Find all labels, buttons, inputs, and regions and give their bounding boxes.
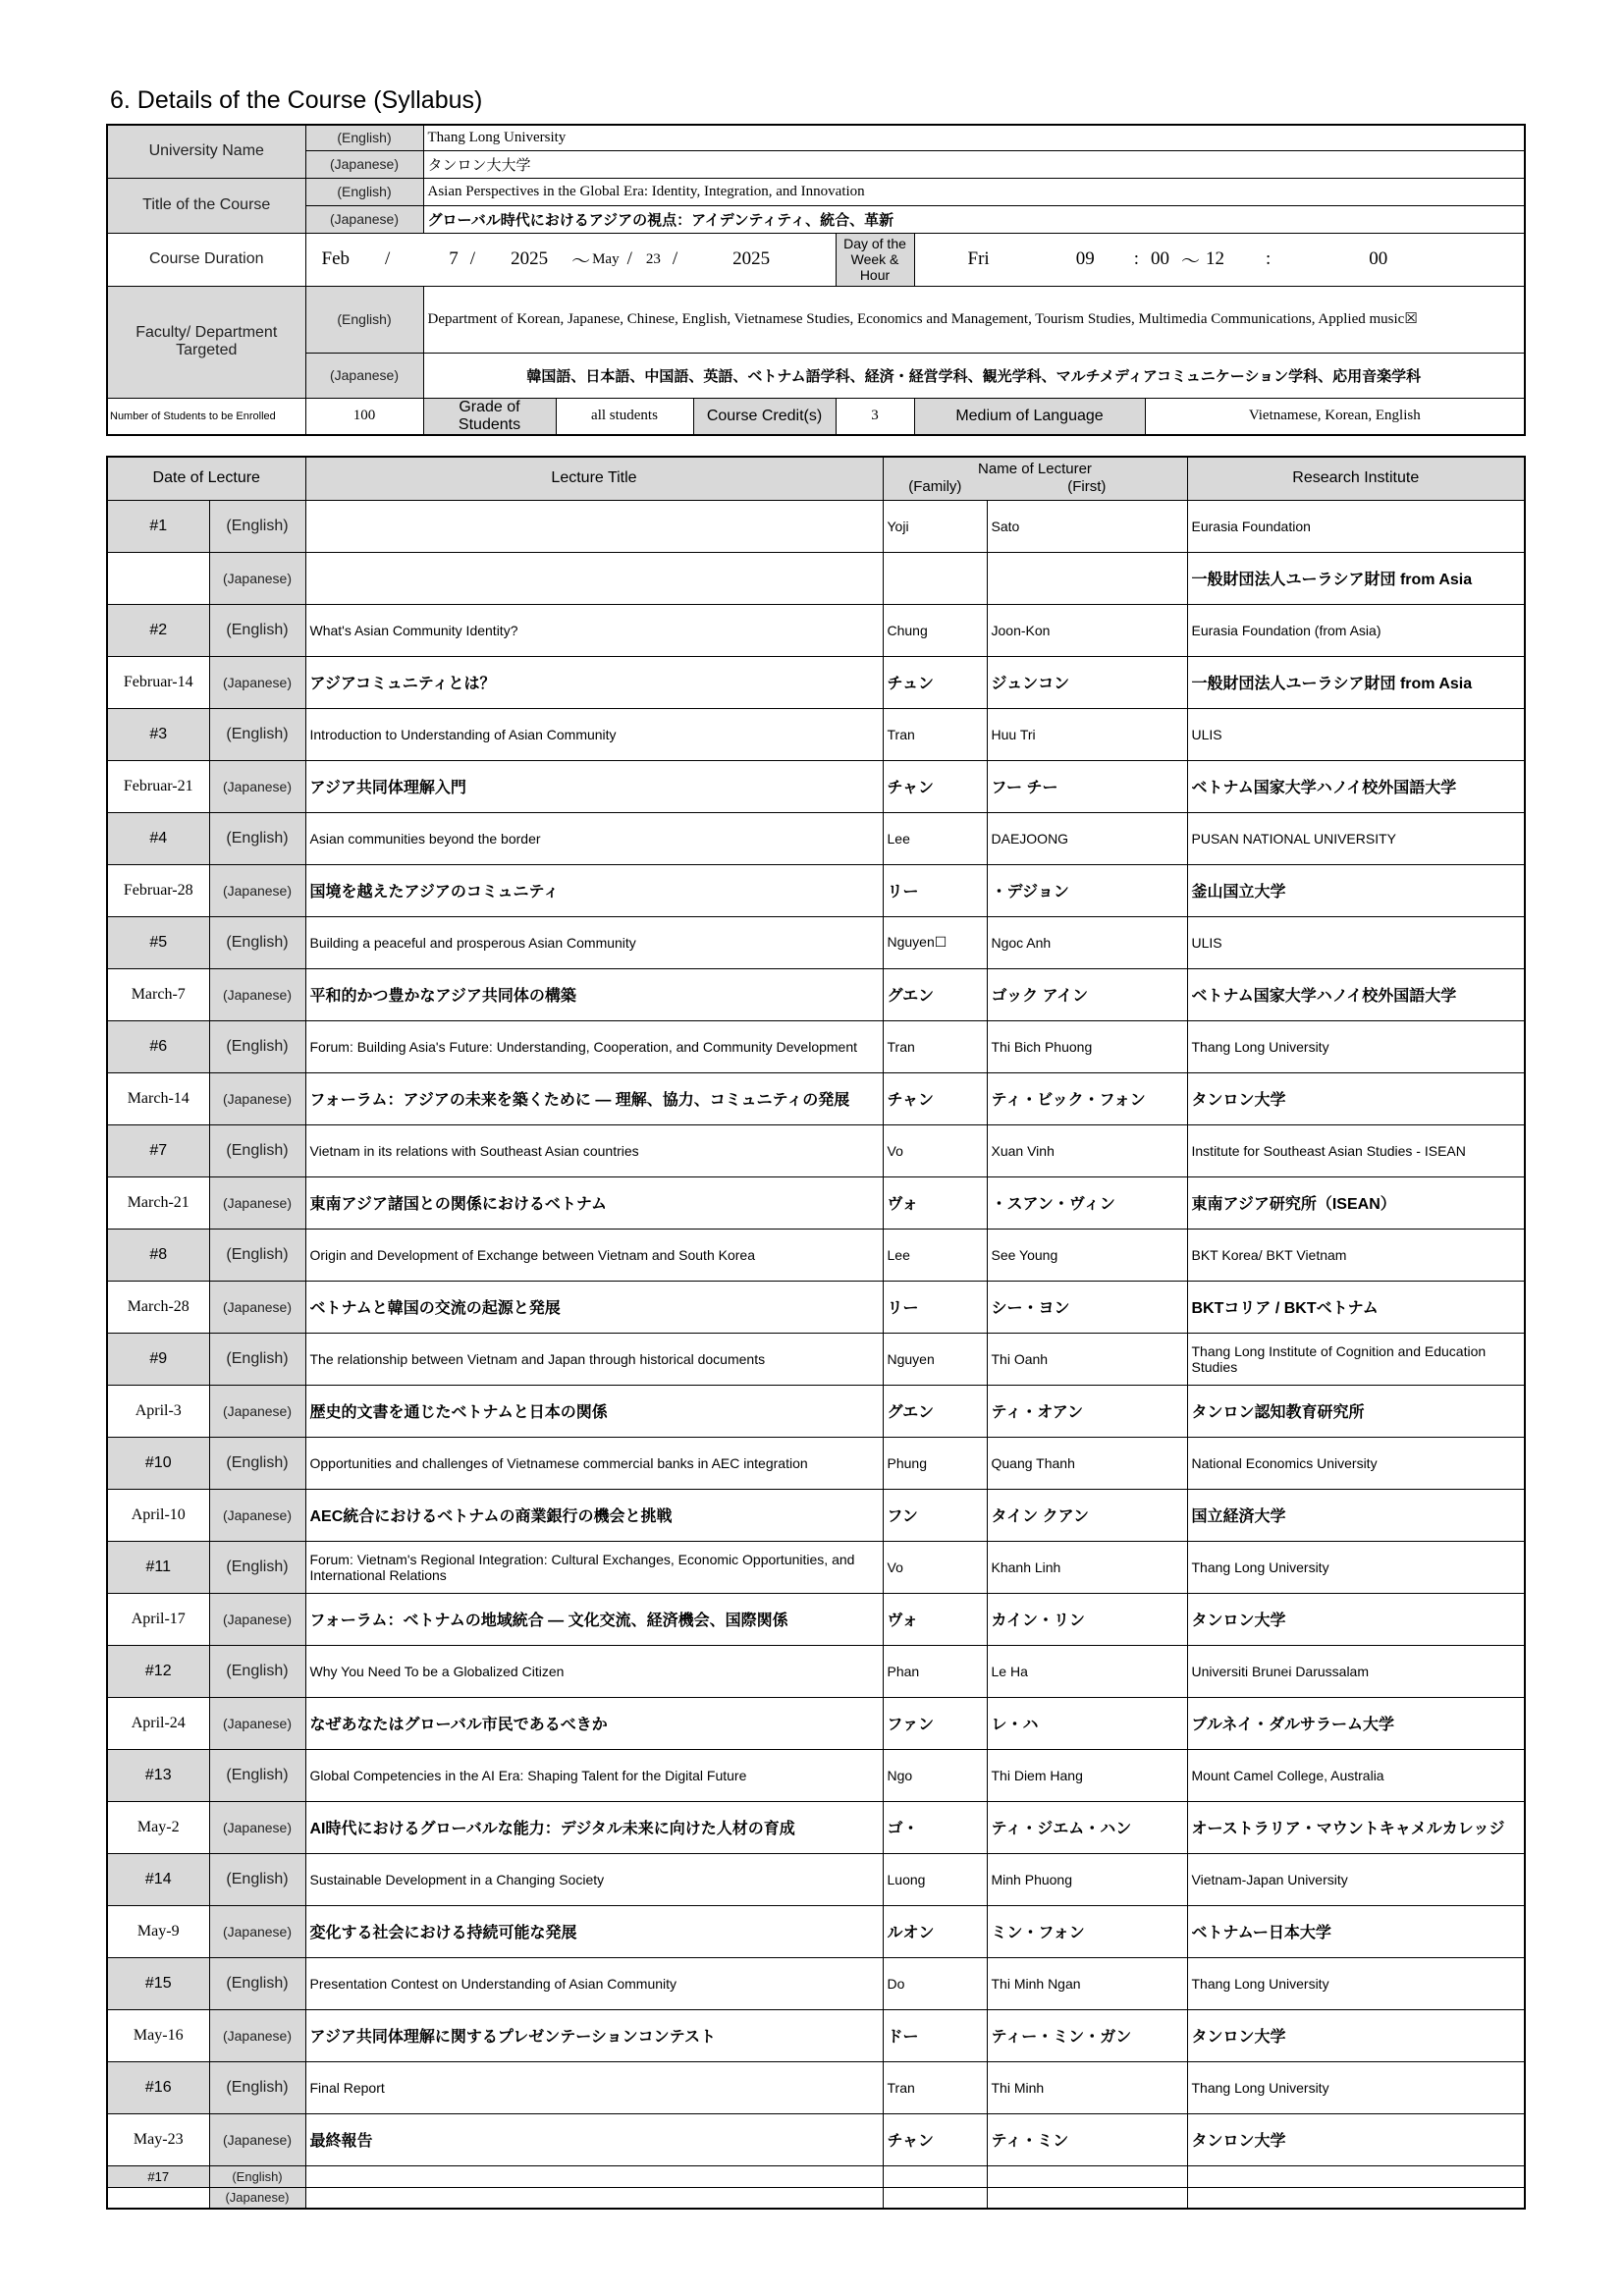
table-row	[107, 1593, 1525, 1645]
header-first: (First)	[1067, 478, 1107, 496]
table-row	[107, 1541, 1525, 1593]
research-institute: タンロン大学	[1187, 2113, 1525, 2165]
research-institute: Eurasia Foundation	[1187, 500, 1525, 552]
lecture-title: 平和的かつ豊かなアジア共同体の構築	[305, 968, 883, 1020]
lecturer-first-name: Xuan Vinh	[987, 1124, 1187, 1176]
lecturer-family-name: Tran	[883, 1020, 987, 1072]
lecture-language: (Japanese)	[209, 1801, 305, 1853]
grade-value: all students	[556, 398, 693, 435]
num-students-value: 100	[305, 398, 423, 435]
table-row	[107, 1801, 1525, 1853]
course-header-table	[106, 124, 1526, 436]
lecturer-first-name: Thi Oanh	[987, 1333, 1187, 1385]
lecturer-family-name	[883, 2165, 987, 2187]
course-day-hour	[914, 233, 1525, 286]
lecture-date: #4	[107, 812, 209, 864]
lecture-language: (Japanese)	[209, 968, 305, 1020]
lecturer-first-name	[987, 2165, 1187, 2187]
medium-value: Vietnamese, Korean, English	[1145, 398, 1525, 435]
lecture-title: フォーラム：アジアの未来を築くために ― 理解、協力、コミュニティの発展	[305, 1072, 883, 1124]
lecturer-first-name: Thi Diem Hang	[987, 1749, 1187, 1801]
lecture-language: (Japanese)	[209, 864, 305, 916]
research-institute: 東南アジア研究所（ISEAN）	[1187, 1176, 1525, 1229]
lecture-title: Opportunities and challenges of Vietnamese commercial banks in AEC integration	[305, 1437, 883, 1489]
lecture-date: #6	[107, 1020, 209, 1072]
date-separator: /	[626, 248, 632, 269]
table-row	[107, 2113, 1525, 2165]
lecture-date: #5	[107, 916, 209, 968]
lecturer-family-name: ヴォ	[883, 1176, 987, 1229]
lecturer-first-name: Thi Bich Phuong	[987, 1020, 1187, 1072]
lecturer-family-name: ゴ・	[883, 1801, 987, 1853]
lecturer-first-name: Khanh Linh	[987, 1541, 1187, 1593]
university-name-ja: タンロン大大学	[423, 150, 1525, 178]
credits-value: 3	[836, 398, 914, 435]
lecturer-first-name: シー・ヨン	[987, 1281, 1187, 1333]
lecture-date: #1	[107, 500, 209, 552]
lecture-date: #17	[107, 2165, 209, 2187]
university-name-en: Thang Long University	[423, 125, 1525, 150]
lecturer-family-name: Vo	[883, 1541, 987, 1593]
lecture-language: (English)	[209, 1957, 305, 2009]
lecture-title	[305, 2187, 883, 2209]
research-institute: Vietnam-Japan University	[1187, 1853, 1525, 1905]
research-institute: ベトナムー日本大学	[1187, 1905, 1525, 1957]
lecture-title	[305, 2165, 883, 2187]
research-institute: ベトナム国家大学ハノイ校外国語大学	[1187, 968, 1525, 1020]
lecture-date: March-14	[107, 1072, 209, 1124]
lecture-title: Vietnam in its relations with Southeast Asian countries	[305, 1124, 883, 1176]
lecture-title: Presentation Contest on Understanding of Asian Community	[305, 1957, 883, 2009]
start-month: Feb	[321, 248, 350, 269]
lecture-language: (Japanese)	[209, 2009, 305, 2061]
table-row	[107, 968, 1525, 1020]
research-institute: ベトナム国家大学ハノイ校外国語大学	[1187, 760, 1525, 812]
lecturer-family-name: グエン	[883, 1385, 987, 1437]
lecture-language: (English)	[209, 1333, 305, 1385]
course-duration-dates	[305, 233, 836, 286]
lecturer-family-name: チャン	[883, 1072, 987, 1124]
lecture-date: Februar-14	[107, 656, 209, 708]
research-institute: タンロン大学	[1187, 1072, 1525, 1124]
lecture-language: (Japanese)	[209, 1593, 305, 1645]
table-row	[107, 812, 1525, 864]
table-row	[107, 1645, 1525, 1697]
research-institute: Thang Long University	[1187, 1020, 1525, 1072]
lecturer-family-name	[883, 552, 987, 604]
research-institute: Mount Camel College, Australia	[1187, 1749, 1525, 1801]
lecture-title: Forum: Vietnam's Regional Integration: Cultural Exchanges, Economic Opportunities, and International Relations	[305, 1541, 883, 1593]
lecture-language: (Japanese)	[209, 1697, 305, 1749]
research-institute: ULIS	[1187, 916, 1525, 968]
lecturer-family-name: Nguyen☐	[883, 916, 987, 968]
lecture-date	[107, 2187, 209, 2209]
lecture-language: (English)	[209, 1645, 305, 1697]
lecture-title: 東南アジア諸国との関係におけるベトナム	[305, 1176, 883, 1229]
lecturer-first-name: Joon-Kon	[987, 604, 1187, 656]
course-title-en-label: (English)	[305, 178, 423, 205]
research-institute: Thang Long University	[1187, 1957, 1525, 2009]
research-institute: Institute for Southeast Asian Studies - ISEAN	[1187, 1124, 1525, 1176]
lecturer-first-name	[987, 2187, 1187, 2209]
lecturer-first-name	[987, 552, 1187, 604]
lecture-title: AI時代におけるグローバルな能力：デジタル未来に向けた人材の育成	[305, 1801, 883, 1853]
table-row	[107, 1072, 1525, 1124]
header-lecturer-name: Name of Lecturer	[978, 461, 1092, 478]
table-row	[107, 2061, 1525, 2113]
date-separator: /	[672, 248, 678, 269]
faculty-ja-label: (Japanese)	[305, 353, 423, 398]
lecturer-first-name: Sato	[987, 500, 1187, 552]
lecture-title: Asian communities beyond the border	[305, 812, 883, 864]
lecturer-family-name: チャン	[883, 2113, 987, 2165]
table-row	[107, 708, 1525, 760]
lecturer-family-name: リー	[883, 1281, 987, 1333]
lecture-date: #2	[107, 604, 209, 656]
lecturer-family-name: Lee	[883, 812, 987, 864]
lecture-date: #13	[107, 1749, 209, 1801]
lecturer-first-name: カイン・リン	[987, 1593, 1187, 1645]
lecture-date: April-3	[107, 1385, 209, 1437]
course-title-label: Title of the Course	[107, 178, 305, 233]
lecturer-family-name: チュン	[883, 656, 987, 708]
table-row	[107, 1489, 1525, 1541]
lecture-title: Building a peaceful and prosperous Asian Community	[305, 916, 883, 968]
lecture-date: April-24	[107, 1697, 209, 1749]
lecture-date: March-28	[107, 1281, 209, 1333]
table-row	[107, 1020, 1525, 1072]
lecturer-first-name: ジュンコン	[987, 656, 1187, 708]
lecturer-family-name: Tran	[883, 708, 987, 760]
page-title: 6. Details of the Course (Syllabus)	[110, 86, 483, 114]
table-row	[107, 1749, 1525, 1801]
lecture-date: May-9	[107, 1905, 209, 1957]
lecture-language: (Japanese)	[209, 1281, 305, 1333]
lecture-date: #15	[107, 1957, 209, 2009]
lecturer-family-name: Nguyen	[883, 1333, 987, 1385]
lecture-date: Februar-21	[107, 760, 209, 812]
lecture-title: 国境を越えたアジアのコミュニティ	[305, 864, 883, 916]
time-colon: :	[1265, 248, 1272, 269]
lecture-language: (Japanese)	[209, 2187, 305, 2209]
lecture-title: 歴史的文書を通じたベトナムと日本の関係	[305, 1385, 883, 1437]
research-institute: 一般財団法人ユーラシア財団 from Asia	[1187, 656, 1525, 708]
lecture-language: (Japanese)	[209, 2113, 305, 2165]
table-row	[107, 552, 1525, 604]
lecture-title: Why You Need To be a Globalized Citizen	[305, 1645, 883, 1697]
table-row	[107, 1124, 1525, 1176]
time-colon: :	[1133, 248, 1139, 269]
range-tilde: ～	[571, 250, 591, 272]
table-row	[107, 1437, 1525, 1489]
lecturer-first-name: Le Ha	[987, 1645, 1187, 1697]
table-row	[107, 1905, 1525, 1957]
lecture-date: April-17	[107, 1593, 209, 1645]
research-institute: 一般財団法人ユーラシア財団 from Asia	[1187, 552, 1525, 604]
research-institute: タンロン大学	[1187, 1593, 1525, 1645]
faculty-label: Faculty/ Department Targeted	[107, 286, 305, 398]
research-institute: Universiti Brunei Darussalam	[1187, 1645, 1525, 1697]
lecture-title	[305, 552, 883, 604]
lecture-date: #12	[107, 1645, 209, 1697]
lecture-title: Final Report	[305, 2061, 883, 2113]
university-en-label: (English)	[305, 125, 423, 150]
start-year: 2025	[511, 248, 549, 269]
lecture-rows	[107, 500, 1525, 2209]
lecturer-first-name: ティ・ジエム・ハン	[987, 1801, 1187, 1853]
university-ja-label: (Japanese)	[305, 150, 423, 178]
lecture-language: (English)	[209, 1229, 305, 1281]
research-institute: オーストラリア・マウントキャメルカレッジ	[1187, 1801, 1525, 1853]
faculty-en-label: (English)	[305, 286, 423, 353]
lecturer-first-name: Huu Tri	[987, 708, 1187, 760]
day-hour-label: Day of the Week & Hour	[836, 233, 914, 286]
end-day: 23	[645, 250, 661, 267]
lecturer-first-name: Ngoc Anh	[987, 916, 1187, 968]
lecturer-family-name: フン	[883, 1489, 987, 1541]
lecture-date: Februar-28	[107, 864, 209, 916]
lecturer-first-name: Minh Phuong	[987, 1853, 1187, 1905]
research-institute: 国立経済大学	[1187, 1489, 1525, 1541]
lecturer-family-name: ヴォ	[883, 1593, 987, 1645]
research-institute: Thang Long Institute of Cognition and Education Studies	[1187, 1333, 1525, 1385]
lecture-title: Sustainable Development in a Changing Society	[305, 1853, 883, 1905]
research-institute: BKTコリア / BKTベトナム	[1187, 1281, 1525, 1333]
lecturer-family-name: Lee	[883, 1229, 987, 1281]
lecture-language: (English)	[209, 1124, 305, 1176]
lecturer-family-name: Vo	[883, 1124, 987, 1176]
grade-label: Grade of Students	[423, 398, 556, 435]
research-institute: ブルネイ・ダルサラーム大学	[1187, 1697, 1525, 1749]
lecturer-family-name: ファン	[883, 1697, 987, 1749]
lecture-language: (English)	[209, 1437, 305, 1489]
lecturer-first-name: DAEJOONG	[987, 812, 1187, 864]
lecture-title: Global Competencies in the AI Era: Shaping Talent for the Digital Future	[305, 1749, 883, 1801]
lecture-date: May-23	[107, 2113, 209, 2165]
header-family: (Family)	[908, 478, 962, 496]
lecturer-first-name: ・デジョン	[987, 864, 1187, 916]
lecture-schedule-table	[106, 456, 1526, 2210]
num-students-label: Number of Students to be Enrolled	[107, 398, 305, 435]
research-institute	[1187, 2165, 1525, 2187]
table-row	[107, 1333, 1525, 1385]
lecture-date: #16	[107, 2061, 209, 2113]
lecture-title: アジア共同体理解に関するプレゼンテーションコンテスト	[305, 2009, 883, 2061]
lecturer-first-name: Quang Thanh	[987, 1437, 1187, 1489]
course-title-ja: グローバル時代におけるアジアの視点：アイデンティティ、統合、革新	[423, 205, 1525, 233]
range-tilde: ～	[1180, 250, 1200, 272]
lecturer-first-name: フー チー	[987, 760, 1187, 812]
lecturer-family-name: ドー	[883, 2009, 987, 2061]
lecturer-family-name: Phung	[883, 1437, 987, 1489]
lecture-date: May-2	[107, 1801, 209, 1853]
lecture-title: フォーラム：ベトナムの地域統合 ― 文化交流、経済機会、国際関係	[305, 1593, 883, 1645]
research-institute: Eurasia Foundation (from Asia)	[1187, 604, 1525, 656]
lecture-date	[107, 552, 209, 604]
lecture-language: (English)	[209, 500, 305, 552]
lecture-title: 最終報告	[305, 2113, 883, 2165]
lecture-date: May-16	[107, 2009, 209, 2061]
research-institute: ULIS	[1187, 708, 1525, 760]
lecturer-family-name: Tran	[883, 2061, 987, 2113]
lecturer-first-name: ティー・ミン・ガン	[987, 2009, 1187, 2061]
research-institute: Thang Long University	[1187, 1541, 1525, 1593]
lecturer-first-name: ゴック アイン	[987, 968, 1187, 1020]
end-month: May	[592, 250, 620, 267]
research-institute: BKT Korea/ BKT Vietnam	[1187, 1229, 1525, 1281]
lecture-title: What's Asian Community Identity?	[305, 604, 883, 656]
lecture-date: #10	[107, 1437, 209, 1489]
research-institute: 釜山国立大学	[1187, 864, 1525, 916]
lecture-language: (English)	[209, 812, 305, 864]
table-row	[107, 2187, 1525, 2209]
end-hour: 12	[1205, 248, 1224, 269]
lecture-language: (English)	[209, 916, 305, 968]
lecture-date: #7	[107, 1124, 209, 1176]
start-day: 7	[449, 248, 459, 269]
lecture-language: (Japanese)	[209, 1489, 305, 1541]
faculty-ja: 韓国語、日本語、中国語、英語、ベトナム語学科、経済・経営学科、観光学科、マルチメディアコミュニケーション学科、応用音楽学科	[423, 353, 1525, 398]
table-row	[107, 2165, 1525, 2187]
university-name-label: University Name	[107, 125, 305, 178]
lecture-title: なぜあなたはグローバル市民であるべきか	[305, 1697, 883, 1749]
header-date: Date of Lecture	[107, 457, 305, 500]
course-title-en: Asian Perspectives in the Global Era: Identity, Integration, and Innovation	[423, 178, 1525, 205]
lecturer-family-name: Do	[883, 1957, 987, 2009]
lecture-title: ベトナムと韓国の交流の起源と発展	[305, 1281, 883, 1333]
lecture-date: March-7	[107, 968, 209, 1020]
lecture-language: (English)	[209, 708, 305, 760]
table-row	[107, 760, 1525, 812]
table-row	[107, 1176, 1525, 1229]
lecture-language: (English)	[209, 2165, 305, 2187]
lecturer-first-name: ティ・オアン	[987, 1385, 1187, 1437]
header-lecturer	[883, 457, 1187, 500]
lecturer-first-name: See Young	[987, 1229, 1187, 1281]
research-institute: PUSAN NATIONAL UNIVERSITY	[1187, 812, 1525, 864]
lecturer-first-name: Thi Minh Ngan	[987, 1957, 1187, 2009]
lecturer-family-name	[883, 2187, 987, 2209]
lecturer-family-name: リー	[883, 864, 987, 916]
lecture-title: アジアコミュニティとは？	[305, 656, 883, 708]
end-year: 2025	[732, 248, 771, 269]
lecture-title: アジア共同体理解入門	[305, 760, 883, 812]
lecturer-family-name: Phan	[883, 1645, 987, 1697]
lecture-language: (English)	[209, 1020, 305, 1072]
research-institute: タンロン大学	[1187, 2009, 1525, 2061]
table-row	[107, 656, 1525, 708]
lecture-date: #8	[107, 1229, 209, 1281]
lecture-title: AEC統合におけるベトナムの商業銀行の機会と挑戦	[305, 1489, 883, 1541]
table-row	[107, 1385, 1525, 1437]
lecture-date: April-10	[107, 1489, 209, 1541]
lecturer-first-name: タイン クアン	[987, 1489, 1187, 1541]
lecturer-family-name: Ngo	[883, 1749, 987, 1801]
start-hour: 09	[1075, 248, 1095, 269]
lecture-language: (Japanese)	[209, 760, 305, 812]
lecture-date: #11	[107, 1541, 209, 1593]
research-institute: Thang Long University	[1187, 2061, 1525, 2113]
lecture-date: #9	[107, 1333, 209, 1385]
lecture-title	[305, 500, 883, 552]
lecturer-family-name: チャン	[883, 760, 987, 812]
date-separator: /	[469, 248, 476, 269]
header-institute: Research Institute	[1187, 457, 1525, 500]
lecture-language: (Japanese)	[209, 656, 305, 708]
date-separator: /	[385, 248, 391, 269]
lecture-language: (English)	[209, 1853, 305, 1905]
lecture-language: (Japanese)	[209, 1385, 305, 1437]
table-row	[107, 1853, 1525, 1905]
lecturer-family-name: Luong	[883, 1853, 987, 1905]
table-row	[107, 500, 1525, 552]
lecturer-family-name: ルオン	[883, 1905, 987, 1957]
table-row	[107, 1281, 1525, 1333]
table-row	[107, 1957, 1525, 2009]
lecturer-first-name: レ・ハ	[987, 1697, 1187, 1749]
table-row	[107, 2009, 1525, 2061]
lecture-language: (Japanese)	[209, 1176, 305, 1229]
lecture-date: #14	[107, 1853, 209, 1905]
lecture-date: March-21	[107, 1176, 209, 1229]
lecture-language: (English)	[209, 1541, 305, 1593]
lecture-title: 変化する社会における持続可能な発展	[305, 1905, 883, 1957]
lecture-title: The relationship between Vietnam and Japan through historical documents	[305, 1333, 883, 1385]
medium-label: Medium of Language	[914, 398, 1145, 435]
lecturer-first-name: Thi Minh	[987, 2061, 1187, 2113]
lecture-language: (English)	[209, 604, 305, 656]
table-row	[107, 916, 1525, 968]
lecture-title: Forum: Building Asia's Future: Understanding, Cooperation, and Community Development	[305, 1020, 883, 1072]
lecture-language: (Japanese)	[209, 1905, 305, 1957]
lecturer-first-name: ミン・フォン	[987, 1905, 1187, 1957]
lecture-language: (English)	[209, 1749, 305, 1801]
header-title: Lecture Title	[305, 457, 883, 500]
course-duration-label: Course Duration	[107, 233, 305, 286]
lecture-title: Origin and Development of Exchange between Vietnam and South Korea	[305, 1229, 883, 1281]
table-row	[107, 604, 1525, 656]
lecturer-family-name: グエン	[883, 968, 987, 1020]
research-institute: タンロン認知教育研究所	[1187, 1385, 1525, 1437]
lecturer-first-name: ・スアン・ヴィン	[987, 1176, 1187, 1229]
credits-label: Course Credit(s)	[693, 398, 836, 435]
lecturer-first-name: ティ・ビック・フォン	[987, 1072, 1187, 1124]
start-minute: 00	[1150, 248, 1169, 269]
research-institute	[1187, 2187, 1525, 2209]
table-row	[107, 864, 1525, 916]
research-institute: National Economics University	[1187, 1437, 1525, 1489]
faculty-en: Department of Korean, Japanese, Chinese, English, Vietnamese Studies, Economics and Management, Tourism Studies, Multimedia Communications, Applied music☒	[423, 286, 1525, 353]
lecture-language: (Japanese)	[209, 1072, 305, 1124]
course-day: Fri	[967, 248, 990, 269]
lecturer-family-name: Chung	[883, 604, 987, 656]
lecturer-first-name: ティ・ミン	[987, 2113, 1187, 2165]
lecture-language: (Japanese)	[209, 552, 305, 604]
lecture-title: Introduction to Understanding of Asian Community	[305, 708, 883, 760]
course-title-ja-label: (Japanese)	[305, 205, 423, 233]
lecture-date: #3	[107, 708, 209, 760]
table-row	[107, 1697, 1525, 1749]
lecture-language: (English)	[209, 2061, 305, 2113]
lecturer-family-name: Yoji	[883, 500, 987, 552]
table-row	[107, 1229, 1525, 1281]
end-minute: 00	[1369, 248, 1388, 269]
